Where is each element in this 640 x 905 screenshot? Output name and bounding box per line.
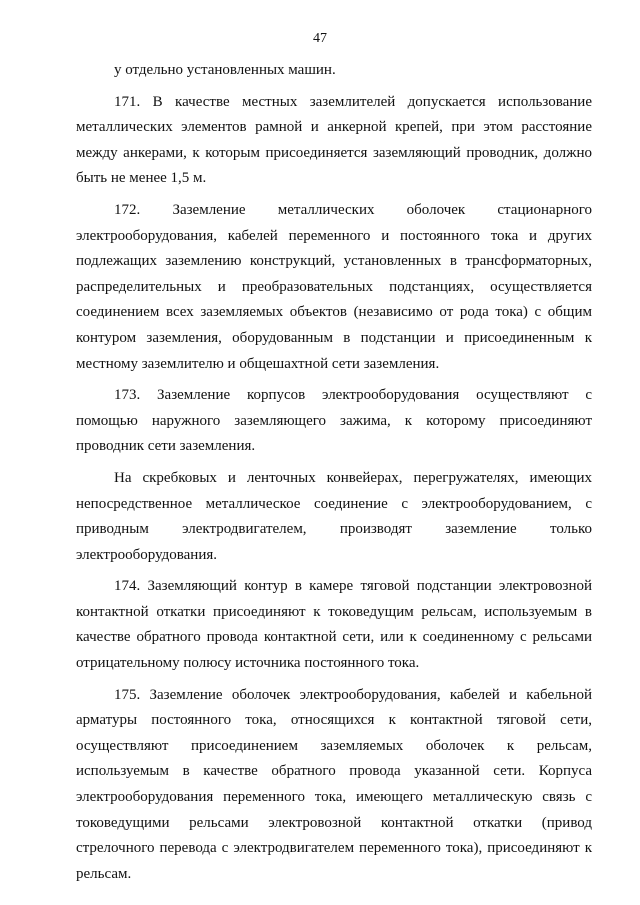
paragraph-173: 173. Заземление корпусов электрооборудования осуществляют с помощью наружного заземляющего зажима, к которому присоединяют проводник сети заземления.: [76, 387, 592, 455]
paragraph-175: 175. Заземление оболочек электрооборудования, кабелей и кабельной арматуры постоянного тока, относящихся к контактной тяговой сети, осуществляют присоединением заземляемых оболочек к рельсам, используемым в качестве обратного провода указанной сети. Корпуса электрооборудования переменного тока, имеющего металлическую связь с токоведущими рельсами электровозной контактной откатки (привод стрелочного перевода с электродвигателем переменного тока), присоединяют к рельсам.: [76, 686, 592, 882]
document-body: [76, 58, 592, 893]
paragraph-continuation: у отдельно установленных машин.: [114, 62, 336, 78]
paragraph-172: 172. Заземление металлических оболочек стационарного электрооборудования, кабелей переменного и постоянного тока и других подлежащих заземлению конструкций, установленных в трансформаторных, распределительных и преобразовательных подстанциях, осуществляется соединением всех заземляемых объектов (независимо от рода тока) с общим контуром заземления, оборудованным в подстанции и присоединенным к местному заземлителю и общешахтной сети заземления.: [76, 201, 592, 372]
page-number: 47: [313, 31, 327, 46]
paragraph-173-conveyors: На скребковых и ленточных конвейерах, перегружателях, имеющих непосредственное металлическое соединение с электрооборудованием, с приводным электродвигателем, производят заземление только электрооборудования.: [76, 469, 592, 563]
paragraph-171: 171. В качестве местных заземлителей допускается использование металлических элементов рамной и анкерной крепей, при этом расстояние между анкерами, к которым присоединяется заземляющий проводник, должно быть не менее 1,5 м.: [76, 93, 592, 187]
paragraph-174: 174. Заземляющий контур в камере тяговой подстанции электровозной контактной откатки присоединяют к токоведущим рельсам, используемым в качестве обратного провода контактной сети, или к соединенному с рельсами отрицательному полюсу источника постоянного тока.: [76, 578, 592, 672]
